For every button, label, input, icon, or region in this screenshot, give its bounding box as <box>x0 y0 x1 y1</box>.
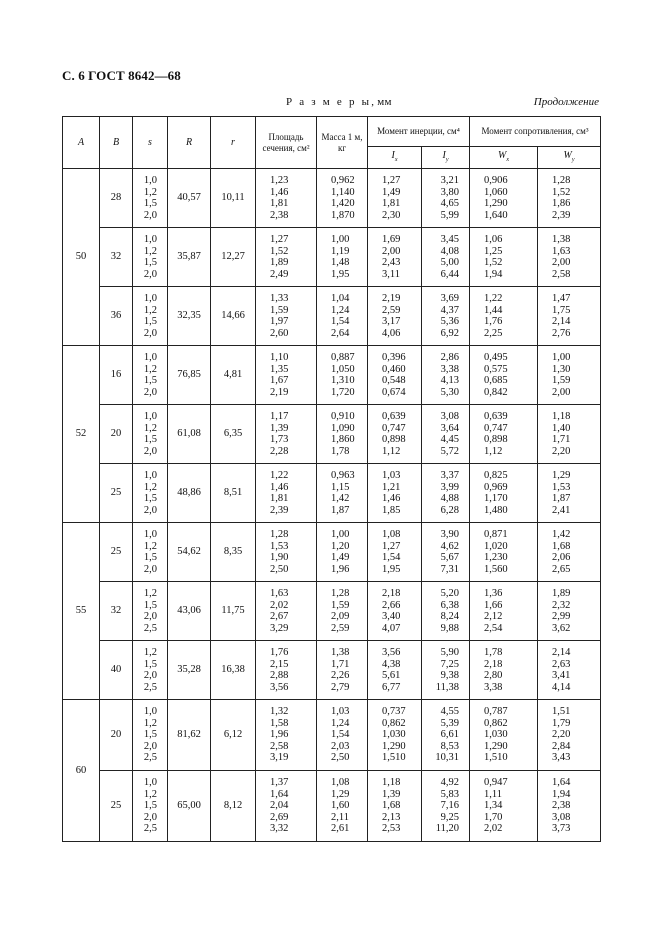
cell-area: 1,17 1,39 1,73 2,28 <box>256 405 317 464</box>
cell-area: 1,23 1,46 1,81 2,38 <box>256 169 317 228</box>
cell-mass: 0,962 1,140 1,420 1,870 <box>317 169 368 228</box>
cell-r: 8,12 <box>211 771 256 842</box>
cell-R: 76,85 <box>168 346 211 405</box>
cell-Wx: 0,906 1,060 1,290 1,640 <box>470 169 538 228</box>
cell-B: 40 <box>100 641 133 700</box>
cell-Ix: 0,737 0,862 1,030 1,290 1,510 <box>368 700 422 771</box>
cell-s: 1,0 1,2 1,5 2,0 <box>133 287 168 346</box>
cell-Wy: 1,38 1,63 2,00 2,58 <box>538 228 601 287</box>
cell-R: 61,08 <box>168 405 211 464</box>
header-Wx: $W_x$ <box>470 147 538 169</box>
cell-area: 1,76 2,15 2,88 3,56 <box>256 641 317 700</box>
header-area: Площадь сечения, см² <box>256 117 317 169</box>
cell-Wx: 0,639 0,747 0,898 1,12 <box>470 405 538 464</box>
cell-s: 1,2 1,5 2,0 2,5 <box>133 641 168 700</box>
cell-Ix: 0,396 0,460 0,548 0,674 <box>368 346 422 405</box>
cell-area: 1,37 1,64 2,04 2,69 3,32 <box>256 771 317 842</box>
cell-Wy: 1,51 1,79 2,20 2,84 3,43 <box>538 700 601 771</box>
dimensions-table <box>62 116 601 842</box>
cell-Ix: 0,639 0,747 0,898 1,12 <box>368 405 422 464</box>
cell-Ix: 1,08 1,27 1,54 1,95 <box>368 523 422 582</box>
cell-Wx: 1,22 1,44 1,76 2,25 <box>470 287 538 346</box>
cell-Iy: 3,08 3,64 4,45 5,72 <box>422 405 470 464</box>
cell-B: 25 <box>100 523 133 582</box>
cell-Iy: 5,20 6,38 8,24 9,88 <box>422 582 470 641</box>
cell-s: 1,0 1,2 1,5 2,0 2,5 <box>133 700 168 771</box>
cell-r: 8,51 <box>211 464 256 523</box>
cell-R: 40,57 <box>168 169 211 228</box>
cell-B: 32 <box>100 228 133 287</box>
cell-Wx: 0,495 0,575 0,685 0,842 <box>470 346 538 405</box>
cell-A: 60 <box>63 700 100 842</box>
cell-Wx: 1,06 1,25 1,52 1,94 <box>470 228 538 287</box>
cell-area: 1,27 1,52 1,89 2,49 <box>256 228 317 287</box>
cell-mass: 1,28 1,59 2,09 2,59 <box>317 582 368 641</box>
cell-R: 43,06 <box>168 582 211 641</box>
cell-mass: 1,38 1,71 2,26 2,79 <box>317 641 368 700</box>
cell-Wx: 0,825 0,969 1,170 1,480 <box>470 464 538 523</box>
cell-mass: 0,963 1,15 1,42 1,87 <box>317 464 368 523</box>
cell-Ix: 1,27 1,49 1,81 2,30 <box>368 169 422 228</box>
cell-Iy: 2,86 3,38 4,13 5,30 <box>422 346 470 405</box>
cell-Wy: 1,18 1,40 1,71 2,20 <box>538 405 601 464</box>
cell-Wy: 2,14 2,63 3,41 4,14 <box>538 641 601 700</box>
cell-mass: 0,887 1,050 1,310 1,720 <box>317 346 368 405</box>
cell-Wx: 1,78 2,18 2,80 3,38 <box>470 641 538 700</box>
subtitle-label: Р а з м е р ы <box>286 96 372 108</box>
cell-Wx: 1,36 1,66 2,12 2,54 <box>470 582 538 641</box>
table-row <box>63 771 601 842</box>
cell-area: 1,28 1,53 1,90 2,50 <box>256 523 317 582</box>
cell-R: 48,86 <box>168 464 211 523</box>
table-row <box>63 582 601 641</box>
header-Ix: $I_x$ <box>368 147 422 169</box>
header-s: s <box>133 117 168 169</box>
cell-mass: 1,00 1,20 1,49 1,96 <box>317 523 368 582</box>
cell-Iy: 3,90 4,62 5,67 7,31 <box>422 523 470 582</box>
cell-Ix: 1,69 2,00 2,43 3,11 <box>368 228 422 287</box>
cell-r: 12,27 <box>211 228 256 287</box>
table-row <box>63 287 601 346</box>
cell-Wy: 1,42 1,68 2,06 2,65 <box>538 523 601 582</box>
cell-mass: 1,00 1,19 1,48 1,95 <box>317 228 368 287</box>
cell-B: 32 <box>100 582 133 641</box>
cell-s: 1,0 1,2 1,5 2,0 <box>133 523 168 582</box>
cell-Iy: 4,92 5,83 7,16 9,25 11,20 <box>422 771 470 842</box>
table-row <box>63 169 601 228</box>
cell-mass: 1,04 1,24 1,54 2,64 <box>317 287 368 346</box>
cell-area: 1,32 1,58 1,96 2,58 3,19 <box>256 700 317 771</box>
table-row <box>63 641 601 700</box>
table-row <box>63 405 601 464</box>
cell-Wy: 1,64 1,94 2,38 3,08 3,73 <box>538 771 601 842</box>
cell-area: 1,63 2,02 2,67 3,29 <box>256 582 317 641</box>
cell-Ix: 1,03 1,21 1,46 1,85 <box>368 464 422 523</box>
continuation-label: Продолжение <box>533 96 599 108</box>
cell-r: 6,35 <box>211 405 256 464</box>
cell-r: 14,66 <box>211 287 256 346</box>
cell-B: 36 <box>100 287 133 346</box>
subtitle-unit: , мм <box>371 96 392 108</box>
cell-B: 25 <box>100 464 133 523</box>
header-B: B <box>100 117 133 169</box>
header-Wy: $W_y$ <box>538 147 601 169</box>
cell-Ix: 3,56 4,38 5,61 6,77 <box>368 641 422 700</box>
cell-Iy: 3,37 3,99 4,88 6,28 <box>422 464 470 523</box>
cell-A: 52 <box>63 346 100 523</box>
cell-R: 65,00 <box>168 771 211 842</box>
cell-mass: 1,08 1,29 1,60 2,11 2,61 <box>317 771 368 842</box>
cell-B: 16 <box>100 346 133 405</box>
table-row <box>63 700 601 771</box>
cell-R: 35,28 <box>168 641 211 700</box>
cell-R: 54,62 <box>168 523 211 582</box>
cell-mass: 0,910 1,090 1,860 1,78 <box>317 405 368 464</box>
cell-Wy: 1,89 2,32 2,99 3,62 <box>538 582 601 641</box>
cell-area: 1,22 1,46 1,81 2,39 <box>256 464 317 523</box>
cell-Wy: 1,29 1,53 1,87 2,41 <box>538 464 601 523</box>
header-R: R <box>168 117 211 169</box>
cell-r: 4,81 <box>211 346 256 405</box>
cell-r: 11,75 <box>211 582 256 641</box>
table-row <box>63 464 601 523</box>
cell-R: 32,35 <box>168 287 211 346</box>
cell-A: 55 <box>63 523 100 700</box>
cell-s: 1,0 1,2 1,5 2,0 <box>133 464 168 523</box>
cell-r: 16,38 <box>211 641 256 700</box>
cell-s: 1,0 1,2 1,5 2,0 <box>133 169 168 228</box>
header-Iy: $I_y$ <box>422 147 470 169</box>
header-modulus: Момент сопротивления, см³ <box>470 117 601 147</box>
cell-s: 1,0 1,2 1,5 2,0 <box>133 405 168 464</box>
cell-Wy: 1,00 1,30 1,59 2,00 <box>538 346 601 405</box>
header-r: r <box>211 117 256 169</box>
cell-r: 10,11 <box>211 169 256 228</box>
cell-Wy: 1,47 1,75 2,14 2,76 <box>538 287 601 346</box>
table-row <box>63 228 601 287</box>
header-inertia: Момент инерции, см⁴ <box>368 117 470 147</box>
header-mass: Масса 1 м, кг <box>317 117 368 169</box>
table-row <box>63 523 601 582</box>
cell-Wx: 0,947 1,11 1,34 1,70 2,02 <box>470 771 538 842</box>
cell-r: 8,35 <box>211 523 256 582</box>
cell-B: 20 <box>100 700 133 771</box>
header-A: A <box>63 117 100 169</box>
cell-r: 6,12 <box>211 700 256 771</box>
cell-s: 1,0 1,2 1,5 2,0 <box>133 228 168 287</box>
cell-Wx: 0,787 0,862 1,030 1,290 1,510 <box>470 700 538 771</box>
page-title: С. 6 ГОСТ 8642—68 <box>62 68 181 83</box>
cell-R: 81,62 <box>168 700 211 771</box>
cell-s: 1,0 1,2 1,5 2,0 2,5 <box>133 771 168 842</box>
cell-s: 1,2 1,5 2,0 2,5 <box>133 582 168 641</box>
cell-area: 1,10 1,35 1,67 2,19 <box>256 346 317 405</box>
cell-R: 35,87 <box>168 228 211 287</box>
table-row <box>63 346 601 405</box>
cell-s: 1,0 1,2 1,5 2,0 <box>133 346 168 405</box>
cell-Ix: 2,18 2,66 3,40 4,07 <box>368 582 422 641</box>
cell-B: 28 <box>100 169 133 228</box>
cell-area: 1,33 1,59 1,97 2,60 <box>256 287 317 346</box>
cell-Iy: 4,55 5,39 6,61 8,53 10,31 <box>422 700 470 771</box>
cell-Wx: 0,871 1,020 1,230 1,560 <box>470 523 538 582</box>
cell-Wy: 1,28 1,52 1,86 2,39 <box>538 169 601 228</box>
cell-B: 25 <box>100 771 133 842</box>
cell-Iy: 3,69 4,37 5,36 6,92 <box>422 287 470 346</box>
table-subtitle <box>286 96 392 108</box>
cell-Ix: 2,19 2,59 3,17 4,06 <box>368 287 422 346</box>
cell-Iy: 3,21 3,80 4,65 5,99 <box>422 169 470 228</box>
cell-Ix: 1,18 1,39 1,68 2,13 2,53 <box>368 771 422 842</box>
cell-B: 20 <box>100 405 133 464</box>
cell-Iy: 5,90 7,25 9,38 11,38 <box>422 641 470 700</box>
cell-mass: 1,03 1,24 1,54 2,03 2,50 <box>317 700 368 771</box>
cell-Iy: 3,45 4,08 5,00 6,44 <box>422 228 470 287</box>
cell-A: 50 <box>63 169 100 346</box>
